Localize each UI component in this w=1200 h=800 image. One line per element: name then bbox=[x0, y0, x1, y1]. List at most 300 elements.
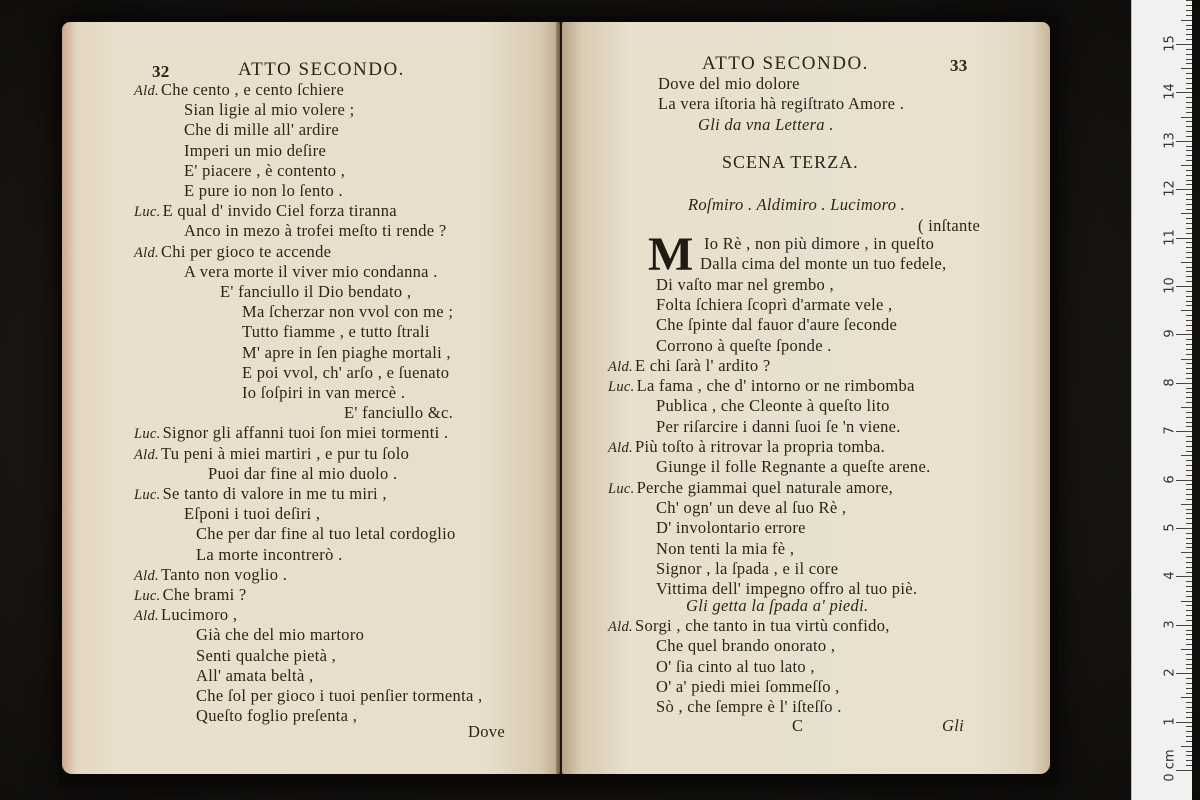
ruler-tick bbox=[1186, 320, 1192, 321]
ruler-tick bbox=[1186, 717, 1192, 718]
text-line bbox=[184, 100, 354, 120]
speaker-name: Ald. bbox=[134, 567, 159, 584]
left-page-header: ATTO SECONDO. bbox=[238, 59, 405, 80]
ruler-tick bbox=[1186, 204, 1192, 205]
ruler-tick bbox=[1186, 693, 1192, 694]
ruler-tick bbox=[1186, 547, 1192, 548]
ruler-tick bbox=[1176, 673, 1192, 674]
ruler-tick bbox=[1186, 59, 1192, 60]
verse-text: E qual d' invido Ciel forza tiranna bbox=[162, 201, 397, 221]
ruler-tick bbox=[1186, 760, 1192, 761]
ruler-tick bbox=[1186, 315, 1192, 316]
text-line bbox=[134, 242, 331, 263]
ruler-number: 15 bbox=[1162, 35, 1178, 52]
verse-text: E' fanciullo il Dio bendato , bbox=[220, 282, 412, 301]
ruler-tick bbox=[1186, 475, 1192, 476]
ruler-tick bbox=[1186, 765, 1192, 766]
text-line bbox=[344, 403, 453, 423]
verse-text: Se tanto di valore in me tu miri , bbox=[162, 484, 387, 503]
ruler-number: 3 bbox=[1162, 620, 1178, 629]
ruler-tick bbox=[1186, 639, 1192, 640]
ruler-tick bbox=[1176, 286, 1192, 287]
ruler-tick bbox=[1186, 301, 1192, 302]
ruler-tick bbox=[1186, 596, 1192, 597]
text-line bbox=[184, 221, 446, 241]
verse-text: Ch' ogn' un deve al ſuo Rè , bbox=[656, 497, 847, 517]
ruler-tick bbox=[1186, 581, 1192, 582]
ruler-tick bbox=[1186, 610, 1192, 611]
ruler-number: 9 bbox=[1162, 329, 1178, 339]
ruler-tick bbox=[1176, 238, 1192, 239]
ruler-tick bbox=[1181, 68, 1192, 69]
ruler-tick bbox=[1176, 528, 1192, 529]
ruler-tick bbox=[1181, 697, 1192, 698]
verse-text: E chi ſarà l' ardito ? bbox=[634, 355, 771, 375]
ruler-tick bbox=[1176, 189, 1192, 190]
speaker-name: Luc. bbox=[608, 480, 635, 497]
verse-text: A vera morte il viver mio condanna . bbox=[184, 261, 438, 281]
text-line bbox=[196, 706, 357, 726]
text-line bbox=[704, 234, 934, 254]
ruler-tick bbox=[1186, 184, 1192, 185]
ruler-tick bbox=[1186, 78, 1192, 79]
verse-text: D' involontario errore bbox=[656, 518, 806, 538]
ruler-tick bbox=[1186, 731, 1192, 732]
ruler-number: 12 bbox=[1162, 180, 1178, 197]
ruler-tick bbox=[1186, 271, 1192, 272]
verse-text: Lucimoro , bbox=[160, 605, 238, 625]
speaker-name: Ald. bbox=[608, 358, 633, 375]
text-line bbox=[184, 262, 438, 282]
text-line bbox=[608, 437, 885, 458]
verse-text: All' amata beltà , bbox=[196, 665, 314, 685]
verse-text: Corrono à queſte ſponde . bbox=[656, 335, 832, 355]
text-line bbox=[242, 343, 451, 363]
ruler-tick bbox=[1176, 334, 1192, 335]
ruler-tick bbox=[1186, 538, 1192, 539]
text-line bbox=[134, 201, 397, 222]
ruler-tick bbox=[1186, 291, 1192, 292]
speaker-name: Ald. bbox=[134, 83, 159, 99]
ruler-tick bbox=[1186, 422, 1192, 423]
speaker-name: Luc. bbox=[134, 588, 161, 604]
ruler-tick bbox=[1186, 175, 1192, 176]
ruler-tick bbox=[1186, 29, 1192, 30]
ruler-tick bbox=[1186, 223, 1192, 224]
ruler-tick bbox=[1186, 678, 1192, 679]
ruler-tick bbox=[1186, 605, 1192, 606]
text-line bbox=[134, 423, 448, 444]
verse-text: Anco in mezo à trofei meſto ti rende ? bbox=[184, 221, 447, 241]
ruler-tick bbox=[1186, 484, 1192, 485]
ruler-tick bbox=[1186, 349, 1192, 350]
text-line bbox=[656, 457, 931, 477]
ruler-tick bbox=[1186, 160, 1192, 161]
text-line bbox=[134, 80, 344, 101]
verse-text: Tanto non voglio . bbox=[160, 564, 288, 584]
text-line bbox=[700, 254, 946, 274]
ruler-number: 14 bbox=[1162, 83, 1178, 101]
verse-text: Per riſarcire i danni ſuoi ſe 'n viene. bbox=[656, 416, 901, 436]
ruler-tick bbox=[1186, 194, 1192, 195]
verse-text: Queſto foglio preſenta , bbox=[196, 706, 358, 726]
text-line bbox=[134, 605, 237, 626]
text-line bbox=[184, 141, 326, 161]
ruler-tick bbox=[1186, 39, 1192, 40]
verse-text: Chi per gioco te accende bbox=[160, 241, 332, 261]
ruler-unit-label: 0 cm bbox=[1162, 749, 1178, 782]
speaker-name: Ald. bbox=[134, 446, 159, 463]
ruler-tick bbox=[1186, 712, 1192, 713]
verse-text: Che ſpinte dal fauor d'aure ſeconde bbox=[656, 315, 898, 335]
verse-text: Signor , la ſpada , e il core bbox=[656, 558, 839, 578]
verse-text: Tu peni à miei martiri , e pur tu ſolo bbox=[160, 443, 410, 463]
ruler-tick bbox=[1176, 576, 1192, 577]
verse-text: Puoi dar fine al mio duolo . bbox=[208, 463, 398, 483]
ruler-tick bbox=[1186, 257, 1192, 258]
text-line bbox=[656, 539, 794, 559]
ruler-tick bbox=[1186, 102, 1192, 103]
ruler-tick bbox=[1186, 562, 1192, 563]
verse-text: La morte incontrerò . bbox=[196, 544, 343, 564]
ruler-tick bbox=[1181, 117, 1192, 118]
text-line bbox=[184, 504, 320, 524]
ruler-tick bbox=[1186, 436, 1192, 437]
text-line bbox=[656, 677, 840, 697]
verse-text: Non tenti la mia fè , bbox=[656, 538, 795, 558]
text-line bbox=[134, 565, 287, 586]
ruler-tick bbox=[1186, 252, 1192, 253]
ruler-tick bbox=[1181, 165, 1192, 166]
ruler-tick bbox=[1186, 218, 1192, 219]
ruler-tick bbox=[1186, 296, 1192, 297]
ruler-tick bbox=[1186, 523, 1192, 524]
verse-text: Ma ſcherzar non vvol con me ; bbox=[242, 302, 454, 322]
ruler-tick bbox=[1186, 209, 1192, 210]
verse-text: Giunge il folle Regnante a queſte arene. bbox=[656, 457, 931, 477]
ruler-tick bbox=[1186, 97, 1192, 98]
ruler-tick bbox=[1186, 707, 1192, 708]
text-line bbox=[656, 636, 835, 656]
verse-text: Dalla cima del monte un tuo fedele, bbox=[700, 254, 947, 274]
ruler-number: 5 bbox=[1162, 523, 1178, 532]
verse-text: Vittima dell' impegno offro al tuo piè. bbox=[656, 579, 918, 599]
ruler-tick bbox=[1186, 49, 1192, 50]
ruler-tick bbox=[1186, 736, 1192, 737]
ruler-number: 8 bbox=[1162, 378, 1178, 387]
ruler-tick bbox=[1186, 233, 1192, 234]
text-line bbox=[208, 464, 397, 484]
ruler-tick bbox=[1186, 25, 1192, 26]
ruler-number: 10 bbox=[1162, 277, 1178, 294]
ruler-tick bbox=[1186, 586, 1192, 587]
ruler-tick bbox=[1181, 552, 1192, 553]
ruler-tick bbox=[1186, 88, 1192, 89]
ruler-tick bbox=[1186, 412, 1192, 413]
ruler-tick bbox=[1186, 543, 1192, 544]
text-line bbox=[656, 498, 846, 518]
ruler-tick bbox=[1186, 755, 1192, 756]
ruler-number: 7 bbox=[1162, 426, 1178, 435]
ruler-tick bbox=[1176, 625, 1192, 626]
ruler-tick bbox=[1186, 751, 1192, 752]
text-line bbox=[656, 275, 834, 295]
ruler-tick bbox=[1186, 451, 1192, 452]
ruler-tick bbox=[1186, 489, 1192, 490]
verse-text: E' piacere , è contento , bbox=[184, 160, 346, 180]
ruler-tick bbox=[1186, 126, 1192, 127]
ruler-tick bbox=[1181, 601, 1192, 602]
signature-mark: C bbox=[792, 716, 804, 735]
ruler-number: 13 bbox=[1162, 132, 1178, 149]
ruler-tick bbox=[1186, 242, 1192, 243]
ruler-tick bbox=[1186, 392, 1192, 393]
verse-text: Che quel brando onorato , bbox=[656, 636, 836, 656]
verse-text: E poi vvol, ch' arſo , e ſuenato bbox=[242, 362, 450, 382]
ruler-tick bbox=[1186, 402, 1192, 403]
ruler-tick bbox=[1181, 746, 1192, 747]
ruler-number: 1 bbox=[1162, 716, 1178, 726]
left-catchword: Dove bbox=[468, 722, 505, 741]
verse-text: Tutto fiamme , e tutto ſtrali bbox=[242, 322, 430, 342]
ruler-tick bbox=[1186, 659, 1192, 660]
instante-note: ( inſtante bbox=[918, 216, 981, 235]
verse-text: Io ſoſpiri in van mercè . bbox=[242, 383, 406, 402]
ruler-tick bbox=[1186, 330, 1192, 331]
text-line bbox=[196, 686, 482, 706]
ruler-tick bbox=[1186, 683, 1192, 684]
verse-text: Che per dar fine al tuo letal cordoglio bbox=[196, 524, 456, 544]
ruler-tick bbox=[1186, 363, 1192, 364]
speaker-name: Ald. bbox=[608, 440, 633, 456]
text-line bbox=[184, 120, 339, 140]
ruler-tick bbox=[1186, 305, 1192, 306]
ruler-tick bbox=[1181, 213, 1192, 214]
verse-text: Che di mille all' ardire bbox=[184, 120, 339, 140]
speaker-name: Luc. bbox=[134, 204, 161, 221]
ruler-tick bbox=[1186, 267, 1192, 268]
verse-text: O' ſia cinto al tuo lato , bbox=[656, 656, 815, 676]
ruler-tick bbox=[1186, 417, 1192, 418]
verse-text: Senti qualche pietà , bbox=[196, 645, 337, 665]
verse-text: M' apre in ſen piaghe mortali , bbox=[242, 342, 451, 362]
ruler-tick bbox=[1186, 131, 1192, 132]
ruler-tick bbox=[1181, 359, 1192, 360]
ruler-tick bbox=[1186, 557, 1192, 558]
ruler-tick bbox=[1186, 373, 1192, 374]
text-line bbox=[608, 616, 890, 637]
text-line bbox=[196, 625, 364, 645]
scene-title: SCENA TERZA. bbox=[722, 152, 859, 172]
ruler-tick bbox=[1176, 722, 1192, 723]
ruler-tick bbox=[1186, 5, 1192, 6]
ruler-tick bbox=[1186, 513, 1192, 514]
speaker-name: Luc. bbox=[134, 426, 161, 443]
ruler-tick bbox=[1186, 107, 1192, 108]
text-line bbox=[656, 518, 806, 538]
ruler-tick bbox=[1186, 276, 1192, 277]
verse-text: Io Rè , non più dimore , in queſto bbox=[704, 234, 935, 253]
text-line bbox=[656, 697, 842, 717]
text-line bbox=[220, 282, 411, 302]
text-line bbox=[184, 161, 345, 181]
ruler-tick bbox=[1176, 431, 1192, 432]
ruler-tick bbox=[1181, 455, 1192, 456]
ruler-tick bbox=[1186, 388, 1192, 389]
text-line bbox=[134, 484, 387, 505]
text-line bbox=[242, 302, 453, 322]
verse-text: Sorgi , che tanto in tua virtù confido, bbox=[634, 616, 890, 635]
ruler-tick bbox=[1181, 310, 1192, 311]
ruler-tick bbox=[1186, 615, 1192, 616]
drop-cap-initial: M bbox=[648, 228, 694, 281]
ruler-tick bbox=[1176, 480, 1192, 481]
text-line bbox=[656, 315, 897, 335]
text-line bbox=[656, 657, 815, 677]
ruler-tick bbox=[1186, 426, 1192, 427]
text-line bbox=[656, 396, 890, 416]
text-line bbox=[134, 585, 247, 606]
ruler-number: 2 bbox=[1162, 668, 1178, 677]
ruler-tick bbox=[1186, 397, 1192, 398]
speaker-name: Ald. bbox=[134, 244, 159, 261]
verse-text: O' a' piedi miei ſommeſſo , bbox=[656, 676, 840, 696]
verse-text: Di vaſto mar nel grembo , bbox=[656, 274, 834, 294]
speaker-name: Luc. bbox=[134, 487, 161, 503]
ruler-tick bbox=[1186, 199, 1192, 200]
ruler-tick bbox=[1186, 494, 1192, 495]
text-line bbox=[656, 295, 892, 315]
right-page-number: 33 bbox=[950, 56, 968, 75]
ruler-tick bbox=[1186, 121, 1192, 122]
stage-direction-sword: Gli getta la ſpada a' piedi. bbox=[686, 596, 869, 615]
verse-text: Folta ſchiera ſcoprì d'armate vele , bbox=[656, 294, 893, 314]
ruler-tick bbox=[1186, 354, 1192, 355]
ruler-tick bbox=[1186, 741, 1192, 742]
ruler-tick bbox=[1186, 10, 1192, 11]
ruler-tick bbox=[1186, 518, 1192, 519]
speaker-name: Ald. bbox=[608, 619, 633, 635]
text-line bbox=[242, 363, 449, 383]
ruler-tick bbox=[1186, 34, 1192, 35]
ruler-tick bbox=[1181, 649, 1192, 650]
text-line bbox=[608, 478, 893, 499]
text-line bbox=[196, 646, 336, 666]
ruler-tick bbox=[1176, 770, 1192, 771]
text-line bbox=[134, 444, 409, 465]
ruler-tick bbox=[1186, 0, 1192, 1]
ruler-tick bbox=[1176, 141, 1192, 142]
ruler-tick bbox=[1186, 654, 1192, 655]
verse-text: Sò , che ſempre è l' iſteſſo . bbox=[656, 697, 842, 717]
text-line bbox=[608, 376, 915, 397]
speaker-name: Luc. bbox=[608, 379, 635, 396]
ruler-tick bbox=[1186, 339, 1192, 340]
ruler-tick bbox=[1186, 591, 1192, 592]
ruler-tick bbox=[1186, 668, 1192, 669]
left-page bbox=[62, 22, 560, 774]
ruler-tick bbox=[1186, 664, 1192, 665]
ruler-number: 6 bbox=[1162, 474, 1178, 484]
ruler-tick bbox=[1186, 567, 1192, 568]
verse-text: Sian ligie al mio volere ; bbox=[184, 100, 355, 120]
text-line bbox=[196, 666, 313, 686]
ruler-tick bbox=[1181, 504, 1192, 505]
ruler-tick bbox=[1186, 83, 1192, 84]
ruler-tick bbox=[1186, 170, 1192, 171]
verse-text: Che brami ? bbox=[162, 585, 247, 604]
ruler-tick bbox=[1186, 499, 1192, 500]
verse-text: E pure io non lo ſento . bbox=[184, 181, 343, 200]
measurement-ruler bbox=[1131, 0, 1192, 800]
ruler-tick bbox=[1186, 63, 1192, 64]
ruler-tick bbox=[1181, 407, 1192, 408]
ruler-tick bbox=[1186, 281, 1192, 282]
ruler-tick bbox=[1176, 44, 1192, 45]
ruler-tick bbox=[1186, 572, 1192, 573]
text-line bbox=[184, 181, 343, 201]
verse-text: Publica , che Cleonte à queſto lito bbox=[656, 396, 890, 416]
text-line bbox=[196, 524, 456, 544]
text-line bbox=[608, 356, 771, 377]
ruler-tick bbox=[1186, 180, 1192, 181]
ruler-tick bbox=[1186, 325, 1192, 326]
text-line bbox=[242, 383, 405, 403]
verse-text: La fama , che d' intorno or ne rimbomba bbox=[636, 376, 915, 396]
ruler-tick bbox=[1186, 533, 1192, 534]
verse-text: Già che del mio martoro bbox=[196, 625, 365, 645]
ruler-tick bbox=[1186, 465, 1192, 466]
right-page-header: ATTO SECONDO. bbox=[702, 53, 869, 74]
ruler-tick bbox=[1176, 92, 1192, 93]
verse-text: Che cento , e cento ſchiere bbox=[160, 80, 345, 99]
ruler-tick bbox=[1186, 688, 1192, 689]
ruler-tick bbox=[1186, 155, 1192, 156]
verse-text: Imperi un mio deſire bbox=[184, 140, 327, 160]
text-line bbox=[656, 417, 901, 437]
text-line bbox=[196, 545, 343, 565]
intro-line-2: La vera iſtoria hà regiſtrato Amore . bbox=[658, 94, 905, 113]
ruler-tick bbox=[1186, 441, 1192, 442]
ruler-tick bbox=[1186, 344, 1192, 345]
verse-text: Perche giammai quel naturale amore, bbox=[636, 477, 894, 497]
ruler-tick bbox=[1186, 146, 1192, 147]
ruler-tick bbox=[1186, 54, 1192, 55]
ruler-tick bbox=[1186, 136, 1192, 137]
ruler-tick bbox=[1186, 73, 1192, 74]
ruler-number: 4 bbox=[1162, 571, 1178, 581]
right-catchword: Gli bbox=[942, 716, 964, 735]
ruler-tick bbox=[1186, 620, 1192, 621]
verse-text: E' fanciullo &c. bbox=[344, 403, 454, 423]
verse-text: Eſponi i tuoi deſiri , bbox=[184, 504, 321, 524]
ruler-tick bbox=[1186, 15, 1192, 16]
verse-text: Più toſto à ritrovar la propria tomba. bbox=[634, 437, 886, 456]
ruler-tick bbox=[1181, 262, 1192, 263]
ruler-tick bbox=[1186, 630, 1192, 631]
ruler-tick bbox=[1181, 20, 1192, 21]
ruler-tick bbox=[1186, 112, 1192, 113]
ruler-tick bbox=[1186, 726, 1192, 727]
ruler-tick bbox=[1186, 634, 1192, 635]
ruler-tick bbox=[1186, 446, 1192, 447]
ruler-tick bbox=[1186, 644, 1192, 645]
ruler-tick bbox=[1186, 228, 1192, 229]
ruler-tick bbox=[1186, 509, 1192, 510]
ruler-tick bbox=[1186, 470, 1192, 471]
text-line bbox=[656, 559, 838, 579]
scene-characters: Roſmiro . Aldimiro . Lucimoro . bbox=[688, 195, 906, 214]
